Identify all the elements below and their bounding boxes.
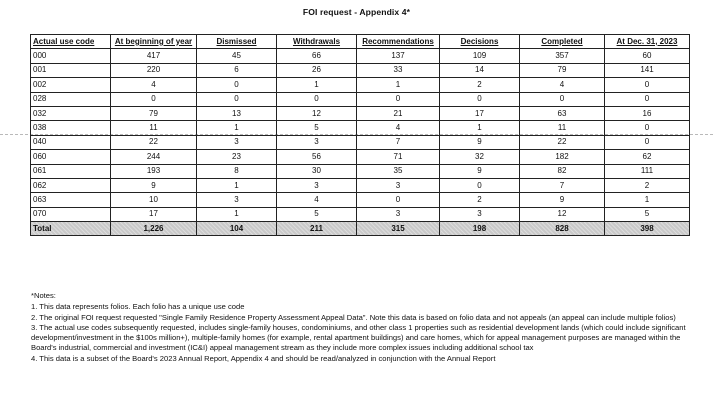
table-cell: 23: [197, 150, 277, 164]
table-cell: 4: [357, 121, 440, 135]
table-cell: Total: [31, 222, 111, 236]
table-cell: 0: [605, 121, 690, 135]
table-cell: 22: [520, 135, 605, 149]
table-cell: 2: [605, 178, 690, 192]
note-item: 2. The original FOI request requested "Single Family Residence Property Assessment Appeal Data". Note this data is based on folio data and not appeals (an appeal can include multiple folios): [31, 312, 676, 322]
table-cell: 8: [197, 164, 277, 178]
table-cell: 244: [111, 150, 197, 164]
table-row: [31, 178, 690, 192]
col-header-withdrawals: Withdrawals: [277, 35, 357, 49]
table-cell: 111: [605, 164, 690, 178]
table-cell: 398: [605, 222, 690, 236]
table-cell: 79: [111, 106, 197, 120]
use-code-cell: 001: [31, 63, 111, 77]
table-row: [31, 135, 690, 149]
table-cell: 79: [520, 63, 605, 77]
use-code-cell: 040: [31, 135, 111, 149]
col-header-recommendations: Recommendations: [357, 35, 440, 49]
table-cell: 1: [197, 178, 277, 192]
table-cell: 9: [520, 193, 605, 207]
table-cell: 22: [111, 135, 197, 149]
table-cell: 3: [440, 207, 520, 221]
table-cell: 0: [277, 92, 357, 106]
table-cell: 182: [520, 150, 605, 164]
table-cell: 11: [520, 121, 605, 135]
col-header-beginning-of-year: At beginning of year: [111, 35, 197, 49]
notes-section: [31, 291, 707, 364]
table-cell: 141: [605, 63, 690, 77]
use-code-cell: 038: [31, 121, 111, 135]
table-cell: 71: [357, 150, 440, 164]
table-cell: 63: [520, 106, 605, 120]
table-cell: 1: [440, 121, 520, 135]
table-cell: 3: [197, 193, 277, 207]
table-cell: 26: [277, 63, 357, 77]
table-cell: 1: [357, 78, 440, 92]
table-cell: 1: [605, 193, 690, 207]
table-cell: 0: [111, 92, 197, 106]
table-cell: 211: [277, 222, 357, 236]
table-cell: 0: [605, 78, 690, 92]
table-cell: 417: [111, 49, 197, 63]
foi-data-table: [30, 34, 690, 236]
table-cell: 198: [440, 222, 520, 236]
table-cell: 1: [197, 121, 277, 135]
table-cell: 45: [197, 49, 277, 63]
table-cell: 0: [197, 78, 277, 92]
table-cell: 0: [440, 92, 520, 106]
table-row: [31, 164, 690, 178]
table-body: [31, 49, 690, 236]
table-cell: 193: [111, 164, 197, 178]
table-cell: 7: [357, 135, 440, 149]
table-cell: 4: [520, 78, 605, 92]
table-cell: 32: [440, 150, 520, 164]
table-cell: 62: [605, 150, 690, 164]
table-cell: 3: [277, 178, 357, 192]
table-cell: 9: [111, 178, 197, 192]
table-cell: 11: [111, 121, 197, 135]
note-item: 4. This data is a subset of the Board's 2023 Annual Report, Appendix 4 and should be read/analyzed in conjunction with the Annual Report: [31, 353, 496, 363]
table-cell: 12: [277, 106, 357, 120]
table-row: [31, 92, 690, 106]
table-cell: 0: [520, 92, 605, 106]
col-header-dismissed: Dismissed: [197, 35, 277, 49]
table-cell: 82: [520, 164, 605, 178]
table-row: [31, 150, 690, 164]
table-cell: 1,226: [111, 222, 197, 236]
note-item: 3. The actual use codes subsequently requested, includes single-family houses, condominiums, and other class 1 properties such as residential development lands (which could include significant development/investment in the $100s million+), multiple-family homes (for example, rental apartment buildings) and care homes, which for appeal management purposes are managed within the Board's industrial, commercial and investment (IC&I) appeal management stream as they include more complex issues including additional school tax: [31, 322, 686, 353]
use-code-cell: 062: [31, 178, 111, 192]
table-cell: 17: [111, 207, 197, 221]
table-cell: 3: [197, 135, 277, 149]
table-cell: 5: [277, 207, 357, 221]
table-cell: 66: [277, 49, 357, 63]
col-header-dec-31-2023: At Dec. 31, 2023: [605, 35, 690, 49]
table-row: [31, 121, 690, 135]
table-cell: 21: [357, 106, 440, 120]
table-cell: 0: [440, 178, 520, 192]
table-cell: 357: [520, 49, 605, 63]
table-cell: 10: [111, 193, 197, 207]
table-cell: 220: [111, 63, 197, 77]
table-cell: 0: [357, 92, 440, 106]
notes-heading: *Notes:: [31, 291, 56, 300]
table-cell: 12: [520, 207, 605, 221]
use-code-cell: 000: [31, 49, 111, 63]
table-cell: 104: [197, 222, 277, 236]
table-cell: 60: [605, 49, 690, 63]
use-code-cell: 063: [31, 193, 111, 207]
table-cell: 3: [357, 207, 440, 221]
use-code-cell: 060: [31, 150, 111, 164]
table-cell: 1: [277, 78, 357, 92]
table-cell: 35: [357, 164, 440, 178]
table-cell: 17: [440, 106, 520, 120]
table-row: [31, 78, 690, 92]
table-cell: 828: [520, 222, 605, 236]
table-row: [31, 207, 690, 221]
table-cell: 0: [197, 92, 277, 106]
table-cell: 56: [277, 150, 357, 164]
note-item: 1. This data represents folios. Each folio has a unique use code: [31, 302, 245, 312]
table-row: [31, 193, 690, 207]
table-cell: 2: [440, 193, 520, 207]
table-cell: 9: [440, 164, 520, 178]
page-title: FOI request - Appendix 4*: [302, 7, 411, 17]
table-row: [31, 49, 690, 63]
table-cell: 0: [357, 193, 440, 207]
table-cell: 30: [277, 164, 357, 178]
table-cell: 7: [520, 178, 605, 192]
col-header-completed: Completed: [520, 35, 605, 49]
table-cell: 2: [440, 78, 520, 92]
use-code-cell: 032: [31, 106, 111, 120]
col-header-actual-use-code: Actual use code: [31, 35, 111, 49]
table-cell: 6: [197, 63, 277, 77]
table-row: [31, 106, 690, 120]
table-cell: 5: [277, 121, 357, 135]
table-cell: 14: [440, 63, 520, 77]
table-cell: 3: [357, 178, 440, 192]
use-code-cell: 002: [31, 78, 111, 92]
use-code-cell: 070: [31, 207, 111, 221]
table-cell: 3: [277, 135, 357, 149]
table-cell: 33: [357, 63, 440, 77]
table-cell: 0: [605, 92, 690, 106]
table-cell: 0: [605, 135, 690, 149]
use-code-cell: 061: [31, 164, 111, 178]
use-code-cell: 028: [31, 92, 111, 106]
table-cell: 109: [440, 49, 520, 63]
table-cell: 4: [111, 78, 197, 92]
table-cell: 13: [197, 106, 277, 120]
table-row: [31, 63, 690, 77]
table-cell: 9: [440, 135, 520, 149]
table-cell: 315: [357, 222, 440, 236]
table-cell: 16: [605, 106, 690, 120]
header-row: [31, 35, 690, 49]
table-cell: 1: [197, 207, 277, 221]
col-header-decisions: Decisions: [440, 35, 520, 49]
total-row: [31, 222, 690, 236]
table-cell: 4: [277, 193, 357, 207]
table-cell: 137: [357, 49, 440, 63]
table-cell: 5: [605, 207, 690, 221]
